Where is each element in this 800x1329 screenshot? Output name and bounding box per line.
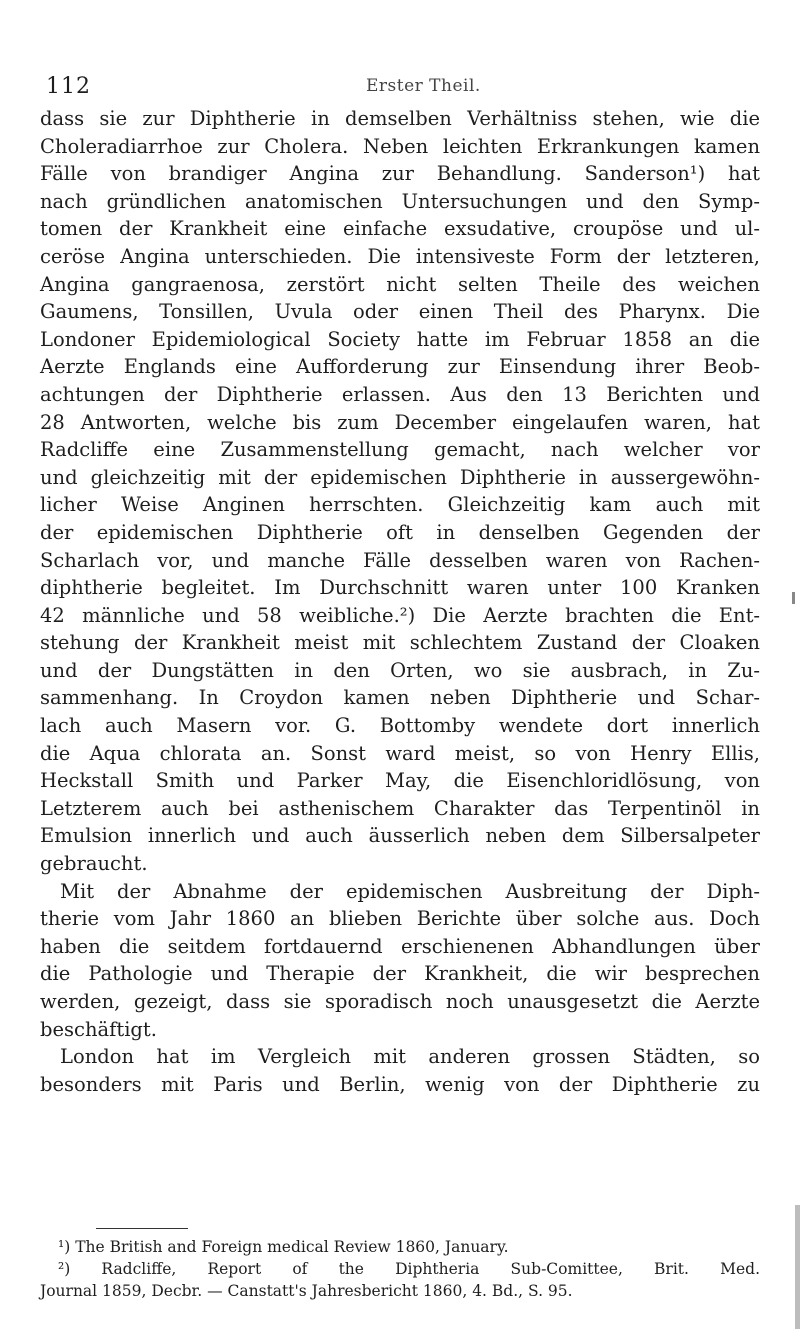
text-line: Choleradiarrhoe zur Cholera. Neben leichten Erkrankungen kamen (40, 134, 760, 158)
text-line: besonders mit Paris und Berlin, wenig von der Diphtherie zu (40, 1072, 760, 1096)
page-header (0, 74, 800, 104)
text-line: 42 männliche und 58 weibliche.²) Die Aerzte brachten die Ent- (40, 603, 760, 627)
body-text (40, 105, 760, 1098)
page-number: 112 (46, 74, 91, 99)
text-line: stehung der Krankheit meist mit schlechtem Zustand der Cloaken (40, 631, 760, 655)
footnote-divider (96, 1228, 188, 1229)
text-line: nach gründlichen anatomischen Untersuchungen und den Symp- (40, 189, 760, 213)
text-line: lach auch Masern vor. G. Bottomby wendete dort innerlich (40, 714, 760, 738)
footnotes (40, 1236, 760, 1302)
page-edge-shadow (795, 1205, 800, 1329)
paragraph-end-line: beschäftigt. (40, 1017, 157, 1041)
text-line: 28 Antworten, welche bis zum December eingelaufen waren, hat (40, 410, 760, 434)
text-line: Heckstall Smith und Parker May, die Eisenchloridlösung, von (40, 769, 760, 793)
text-line: werden, gezeigt, dass sie sporadisch noch unausgesetzt die Aerzte (40, 990, 760, 1013)
text-line: sammenhang. In Croydon kamen neben Diphtherie und Schar- (40, 686, 760, 710)
text-line: und der Dungstätten in den Orten, wo sie ausbrach, in Zu- (40, 658, 760, 682)
text-line: Scharlach vor, und manche Fälle desselben waren von Rachen- (40, 548, 760, 572)
text-line: diphtherie begleitet. Im Durchschnitt waren unter 100 Kranken (40, 576, 760, 600)
text-line: der epidemischen Diphtherie oft in denselben Gegenden der (40, 520, 760, 544)
paragraph-end-line: gebraucht. (40, 852, 148, 876)
text-line: Letzterem auch bei asthenischem Charakter das Terpentinöl in (40, 796, 760, 820)
text-line: licher Weise Anginen herrschten. Gleichzeitig kam auch mit (40, 493, 760, 517)
text-line: Angina gangraenosa, zerstört nicht selten Theile des weichen (40, 272, 760, 296)
text-line: die Pathologie und Therapie der Krankheit, die wir besprechen (40, 962, 760, 986)
footnote-2-continued: Journal 1859, Decbr. — Canstatt's Jahresbericht 1860, 4. Bd., S. 95. (40, 1282, 573, 1300)
text-line: therie vom Jahr 1860 an blieben Berichte über solche aus. Doch (40, 907, 760, 931)
text-line: und gleichzeitig mit der epidemischen Diphtherie in aussergewöhn- (40, 465, 760, 489)
text-line: ceröse Angina unterschieden. Die intensiveste Form der letzteren, (40, 244, 760, 268)
text-line: die Aqua chlorata an. Sonst ward meist, so von Henry Ellis, (40, 741, 760, 765)
text-line: Gaumens, Tonsillen, Uvula oder einen Theil des Pharynx. Die (40, 300, 760, 324)
text-line: Emulsion innerlich und auch äusserlich neben dem Silbersalpeter (40, 824, 760, 848)
running-head: Erster Theil. (366, 76, 481, 96)
footnote-1: ¹) The British and Foreign medical Review 1860, January. (58, 1238, 509, 1256)
text-line: haben die seitdem fortdauernd erschienenen Abhandlungen über (40, 934, 760, 958)
paragraph-start-line: Mit der Abnahme der epidemischen Ausbreitung der Diph- (60, 879, 760, 903)
text-line: Fälle von brandiger Angina zur Behandlung. Sanderson¹) hat (40, 162, 760, 186)
text-line: dass sie zur Diphtherie in demselben Verhältniss stehen, wie die (40, 107, 760, 130)
text-line: achtungen der Diphtherie erlassen. Aus den 13 Berichten und (40, 382, 760, 406)
margin-mark (792, 592, 795, 604)
text-line: tomen der Krankheit eine einfache exsudative, croupöse und ul- (40, 217, 760, 241)
text-line: Londoner Epidemiological Society hatte im Februar 1858 an die (40, 327, 760, 351)
paragraph-start-line: London hat im Vergleich mit anderen grossen Städten, so (60, 1045, 760, 1069)
text-line: Radcliffe eine Zusammenstellung gemacht, nach welcher vor (40, 438, 760, 462)
footnote-2: ²) Radcliffe, Report of the Diphtheria Sub-Comittee, Brit. Med. (58, 1260, 760, 1278)
text-line: Aerzte Englands eine Aufforderung zur Einsendung ihrer Beob- (40, 355, 760, 379)
